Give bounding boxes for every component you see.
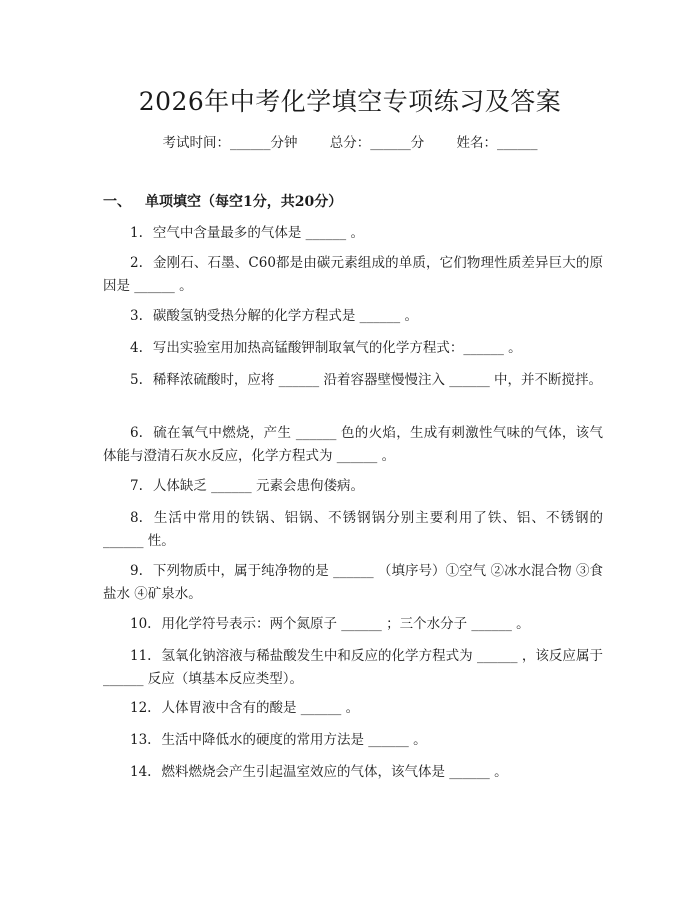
question-item <box>103 560 603 606</box>
exam-score: 总分：______分 <box>329 135 425 151</box>
question-number: 11. <box>130 648 152 664</box>
question-item <box>103 697 603 720</box>
question-item <box>103 337 603 360</box>
question-text: 金刚石、石墨、C60都是由碳元素组成的单质，它们物理性质差异巨大的原因是 ______ 。 <box>103 255 603 294</box>
question-number: 13. <box>130 732 152 748</box>
page-title: 2026年中考化学填空专项练习及答案 <box>138 87 562 116</box>
question-item <box>103 613 603 636</box>
question-item <box>103 422 603 468</box>
question-text: 氢氧化钠溶液与稀盐酸发生中和反应的化学方程式为 ______ ，该反应属于 ______ 反应（填基本反应类型）。 <box>103 648 603 687</box>
exam-meta <box>0 131 700 151</box>
question-number: 9. <box>130 563 143 579</box>
question-text: 空气中含量最多的气体是 ______ 。 <box>152 225 364 241</box>
question-number: 6. <box>130 425 143 441</box>
question-item <box>103 729 603 752</box>
question-number: 8. <box>130 510 143 526</box>
question-item <box>103 252 603 298</box>
question-number: 10. <box>130 616 152 632</box>
question-number: 1. <box>130 225 143 241</box>
question-number: 7. <box>130 478 143 494</box>
question-item <box>103 305 603 328</box>
question-item <box>103 369 603 392</box>
question-number: 3. <box>130 308 143 324</box>
question-item <box>103 761 603 784</box>
section-number: 一、 <box>103 194 131 210</box>
question-text: 燃料燃烧会产生引起温室效应的气体，该气体是 ______ 。 <box>161 764 508 780</box>
question-number: 12. <box>130 700 152 716</box>
question-item <box>103 507 603 553</box>
question-number: 14. <box>130 764 152 780</box>
question-text: 生活中降低水的硬度的常用方法是 ______ 。 <box>161 732 427 748</box>
exam-time: 考试时间：______分钟 <box>162 135 298 151</box>
student-name: 姓名：______ <box>456 135 538 151</box>
question-item <box>103 222 603 245</box>
section-title: 单项填空（每空1分，共20分） <box>145 194 343 210</box>
question-text: 硫在氧气中燃烧，产生 ______ 色的火焰，生成有刺激性气味的气体，该气体能与澄清石灰水反应，化学方程式为 ______ 。 <box>103 425 603 464</box>
question-number: 5. <box>130 372 143 388</box>
question-text: 下列物质中，属于纯净物的是 ______ （填序号）①空气 ②冰水混合物 ③食盐水 ④矿泉水。 <box>103 563 603 602</box>
question-text: 用化学符号表示：两个氮原子 ______ ；三个水分子 ______ 。 <box>161 616 530 632</box>
question-number: 4. <box>130 340 143 356</box>
question-item <box>103 645 603 691</box>
question-item <box>103 475 603 498</box>
question-number: 2. <box>130 255 143 271</box>
question-text: 写出实验室用加热高锰酸钾制取氧气的化学方程式：______ 。 <box>152 340 522 356</box>
question-text: 稀释浓硫酸时，应将 ______ 沿着容器壁慢慢注入 ______ 中，并不断搅拌。 <box>152 372 603 388</box>
question-text: 生活中常用的铁锅、铝锅、不锈钢锅分别主要利用了铁、铝、不锈钢的 ______ 性。 <box>103 510 603 549</box>
question-text: 人体胃液中含有的酸是 ______ 。 <box>161 700 360 716</box>
section-heading <box>103 191 342 211</box>
question-text: 碳酸氢钠受热分解的化学方程式是 ______ 。 <box>152 308 418 324</box>
question-text: 人体缺乏 ______ 元素会患佝偻病。 <box>152 478 364 494</box>
